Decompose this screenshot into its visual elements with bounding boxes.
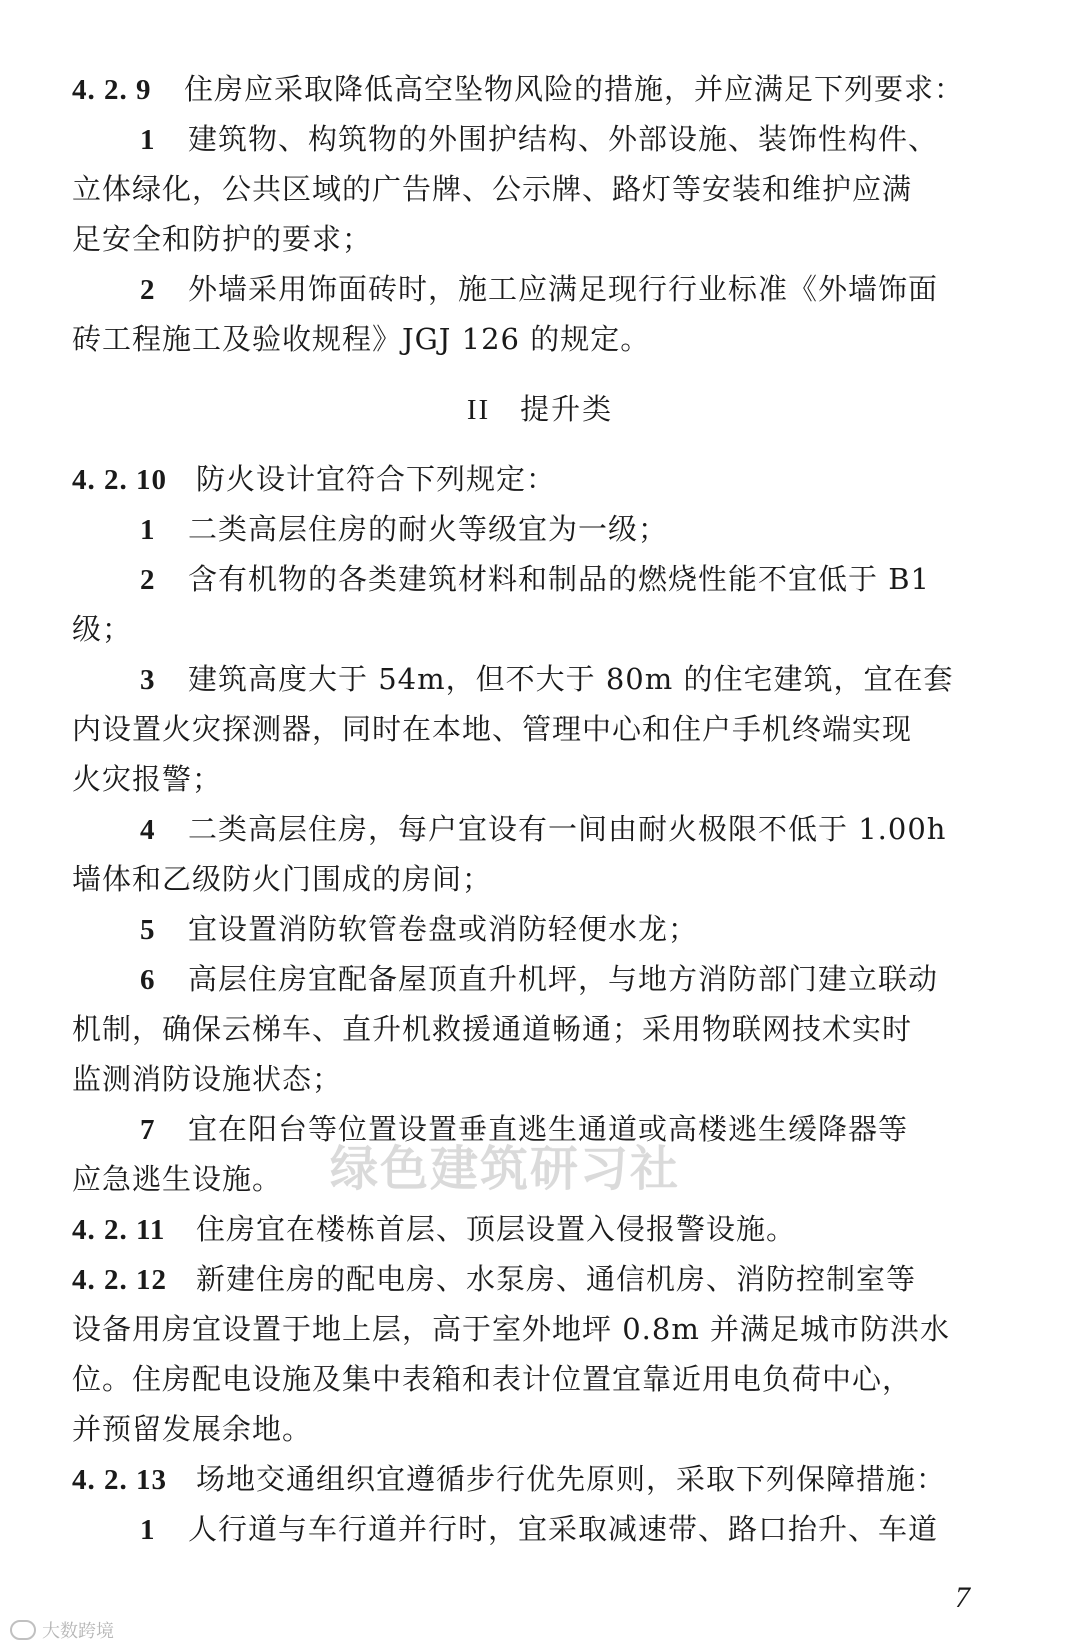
item-text: 宜设置消防软管卷盘或消防轻便水龙； [188, 912, 699, 946]
text-line: 砖工程施工及验收规程》JGJ 126 的规定。 [72, 322, 651, 356]
item-text: 建筑高度大于 54m，但不大于 80m 的住宅建筑，宜在套 [188, 662, 954, 696]
item-number: 1 [140, 124, 156, 156]
list-item [72, 114, 1008, 164]
list-item [72, 804, 1008, 854]
text-line: 火灾报警； [72, 762, 223, 796]
list-item [72, 1504, 1008, 1554]
page-content [72, 64, 1008, 1554]
clause-4-2-12-lead-line [72, 1254, 1008, 1304]
clause-text: 防火设计宜符合下列规定： [196, 462, 557, 496]
item-number: 5 [140, 914, 156, 946]
clause-text: 住房应采取降低高空坠物风险的措施，并应满足下列要求： [184, 72, 965, 106]
page-number: 7 [955, 1581, 970, 1614]
item-number: 1 [140, 1514, 156, 1546]
corner-logo [10, 1617, 114, 1643]
item-text: 二类高层住房的耐火等级宜为一级； [188, 512, 669, 546]
item-number: 2 [140, 274, 156, 306]
list-item [72, 554, 1008, 604]
text-line: 应急逃生设施。 [72, 1162, 283, 1196]
list-item [72, 954, 1008, 1004]
clause-4-2-13-lead-line [72, 1454, 1008, 1504]
item-number: 1 [140, 514, 156, 546]
list-item [72, 504, 1008, 554]
item-number: 6 [140, 964, 156, 996]
item-text: 人行道与车行道并行时，宜采取减速带、路口抬升、车道 [188, 1512, 939, 1546]
item-text: 高层住房宜配备屋顶直升机坪，与地方消防部门建立联动 [188, 962, 939, 996]
section-heading [72, 384, 1008, 434]
watermark-text: 绿色建筑研习社 [330, 1141, 681, 1197]
clause-number: 4. 2. 11 [72, 1214, 166, 1246]
text-line: 内设置火灾探测器，同时在本地、管理中心和住户手机终端实现 [72, 712, 913, 746]
list-item [72, 264, 1008, 314]
item-text: 建筑物、构筑物的外围护结构、外部设施、装饰性构件、 [188, 122, 939, 156]
item-text: 二类高层住房，每户宜设有一间由耐火极限不低于 1.00h [188, 812, 947, 846]
clause-4-2-9-lead-line [72, 64, 1008, 114]
list-item [72, 1104, 1008, 1154]
item-text: 宜在阳台等位置设置垂直逃生通道或高楼逃生缓降器等 [188, 1112, 909, 1146]
text-line: 机制，确保云梯车、直升机救援通道畅通；采用物联网技术实时 [72, 1012, 913, 1046]
item-number: 3 [140, 664, 156, 696]
list-item [72, 904, 1008, 954]
clause-4-2-11-line [72, 1204, 1008, 1254]
clause-number: 4. 2. 13 [72, 1464, 167, 1496]
text-line: 监测消防设施状态； [72, 1062, 343, 1096]
text-line: 设备用房宜设置于地上层，高于室外地坪 0.8m 并满足城市防洪水 [72, 1312, 951, 1346]
list-item [72, 654, 1008, 704]
section-title-text: 提升类 [520, 392, 614, 426]
logo-icon [10, 1620, 36, 1640]
clause-number: 4. 2. 10 [72, 464, 167, 496]
text-line: 位。住房配电设施及集中表箱和表计位置宜靠近用电负荷中心， [72, 1362, 913, 1396]
item-number: 7 [140, 1114, 156, 1146]
clause-4-2-10-lead-line [72, 454, 1008, 504]
item-number: 2 [140, 564, 156, 596]
section-roman-numeral: II [466, 394, 491, 426]
clause-text: 新建住房的配电房、水泵房、通信机房、消防控制室等 [196, 1262, 917, 1296]
item-number: 4 [140, 814, 156, 846]
text-line: 足安全和防护的要求； [72, 222, 373, 256]
text-line: 立体绿化，公共区域的广告牌、公示牌、路灯等安装和维护应满 [72, 172, 913, 206]
text-line: 并预留发展余地。 [72, 1412, 313, 1446]
text-line: 级； [72, 612, 133, 646]
clause-number: 4. 2. 12 [72, 1264, 167, 1296]
item-text: 外墙采用饰面砖时，施工应满足现行行业标准《外墙饰面 [188, 272, 939, 306]
item-text: 含有机物的各类建筑材料和制品的燃烧性能不宜低于 B1 [188, 562, 930, 596]
clause-text: 住房宜在楼栋首层、顶层设置入侵报警设施。 [196, 1212, 797, 1246]
clause-text: 场地交通组织宜遵循步行优先原则，采取下列保障措施： [196, 1462, 947, 1496]
clause-number: 4. 2. 9 [72, 74, 152, 106]
text-line: 墙体和乙级防火门围成的房间； [72, 862, 493, 896]
corner-logo-text: 大数跨境 [42, 1621, 114, 1642]
